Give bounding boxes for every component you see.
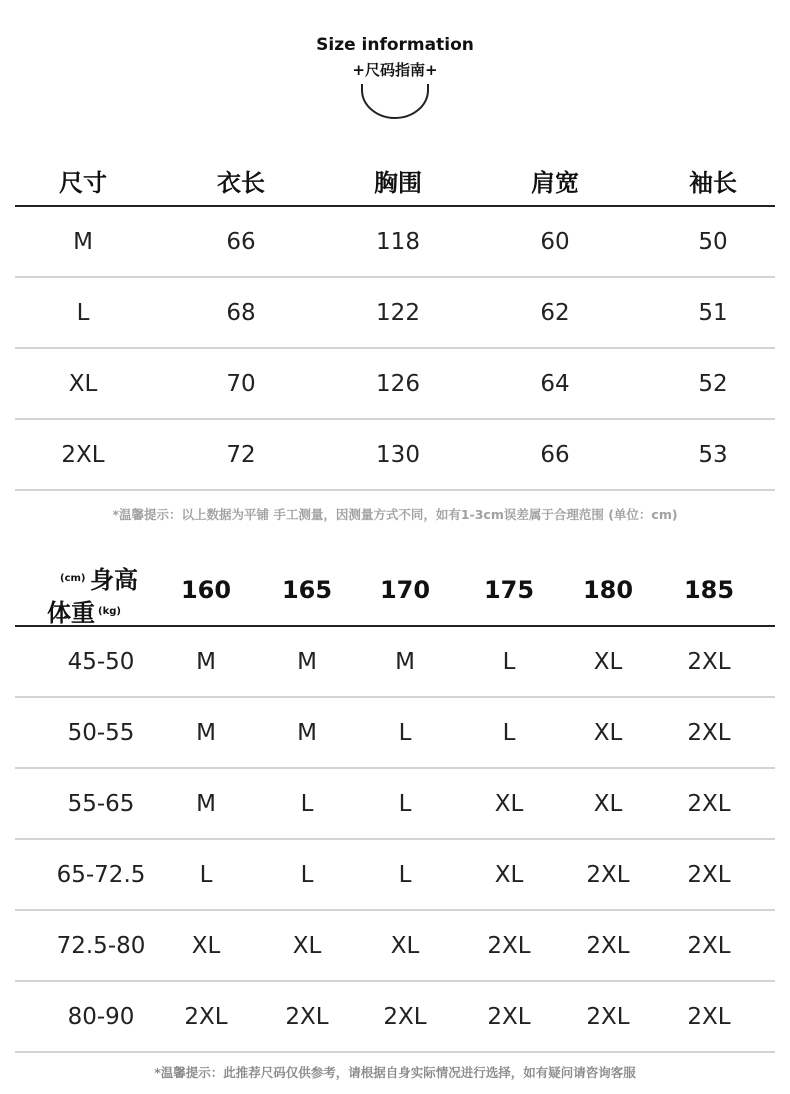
sleeve-cell: 52	[698, 370, 728, 397]
sleeve-cell: 50	[698, 228, 728, 255]
size-table-header	[15, 155, 775, 207]
recommendation-note: *温馨提示：此推荐尺码仅供参考，请根据自身实际情况进行选择，如有疑问请咨询客服	[154, 1065, 636, 1080]
size-cell: L	[502, 648, 516, 675]
weight-label: 体重	[47, 599, 95, 627]
weight-cell: 72.5-80	[56, 932, 146, 959]
height-header: 165	[281, 576, 333, 604]
recommendation-table	[15, 555, 775, 1053]
height-header: 170	[379, 576, 431, 604]
length-cell: 66	[226, 228, 256, 255]
size-cell: L	[398, 861, 412, 888]
size-cell: L	[300, 861, 314, 888]
size-cell: XL	[593, 648, 623, 675]
length-cell: 68	[226, 299, 256, 326]
size-cell: M	[73, 228, 93, 255]
size-cell: M	[297, 719, 317, 746]
header-length: 衣长	[217, 168, 265, 197]
height-header: 180	[582, 576, 634, 604]
shoulder-cell: 64	[540, 370, 570, 397]
size-cell: XL	[390, 932, 420, 959]
unit-cm: (cm)	[60, 573, 86, 584]
size-cell: 2XL	[687, 861, 731, 888]
size-cell: 2XL	[487, 1003, 531, 1030]
header-sleeve: 袖长	[689, 168, 737, 197]
size-cell: XL	[593, 719, 623, 746]
size-cell: XL	[494, 861, 524, 888]
size-cell: M	[297, 648, 317, 675]
size-cell: 2XL	[586, 1003, 630, 1030]
size-cell: 2XL	[285, 1003, 329, 1030]
size-cell: 2XL	[61, 441, 105, 468]
size-cell: M	[196, 719, 216, 746]
weight-cell: 80-90	[67, 1003, 135, 1030]
weight-cell: 45-50	[67, 648, 135, 675]
size-cell: 2XL	[487, 932, 531, 959]
height-header: 160	[180, 576, 232, 604]
size-cell: M	[395, 648, 415, 675]
size-cell: L	[300, 790, 314, 817]
size-cell: 2XL	[687, 1003, 731, 1030]
height-label: 身高	[90, 566, 138, 594]
size-cell: 2XL	[687, 719, 731, 746]
chest-cell: 126	[376, 370, 420, 397]
size-cell: XL	[68, 370, 98, 397]
size-cell: 2XL	[184, 1003, 228, 1030]
height-header: 185	[683, 576, 735, 604]
chest-cell: 118	[376, 228, 420, 255]
table-row	[15, 349, 775, 420]
header-chest: 胸围	[374, 168, 422, 197]
title-english: Size information	[316, 35, 474, 55]
header-shoulder: 肩宽	[531, 168, 579, 197]
sleeve-cell: 53	[698, 441, 728, 468]
shoulder-cell: 62	[540, 299, 570, 326]
table-row	[15, 420, 775, 491]
size-cell: 2XL	[687, 648, 731, 675]
length-cell: 70	[226, 370, 256, 397]
height-header: 175	[483, 576, 535, 604]
size-cell: XL	[292, 932, 322, 959]
size-cell: M	[196, 648, 216, 675]
size-cell: XL	[191, 932, 221, 959]
weight-cell: 65-72.5	[56, 861, 146, 888]
unit-kg: (kg)	[98, 606, 121, 617]
table-row	[15, 278, 775, 349]
table-row	[15, 627, 775, 698]
size-cell: L	[398, 719, 412, 746]
table-row	[15, 769, 775, 840]
size-cell: L	[76, 299, 90, 326]
shoulder-cell: 60	[540, 228, 570, 255]
title-chinese: +尺码指南+	[352, 61, 438, 79]
length-cell: 72	[226, 441, 256, 468]
size-table	[15, 155, 775, 491]
size-cell: L	[199, 861, 213, 888]
measurement-note: *温馨提示：以上数据为平铺 手工测量，因测量方式不同，如有1-3cm误差属于合理范围 (单位：cm)	[112, 507, 678, 522]
size-cell: XL	[593, 790, 623, 817]
sleeve-cell: 51	[698, 299, 728, 326]
table-row	[15, 840, 775, 911]
size-cell: 2XL	[586, 932, 630, 959]
recommendation-table-header	[15, 555, 775, 627]
size-cell: L	[502, 719, 516, 746]
size-cell: 2XL	[586, 861, 630, 888]
header-size: 尺寸	[59, 168, 107, 197]
size-cell: L	[398, 790, 412, 817]
header	[0, 0, 790, 130]
header-corner	[15, 555, 155, 625]
chest-cell: 122	[376, 299, 420, 326]
table-row	[15, 698, 775, 769]
size-cell: M	[196, 790, 216, 817]
chest-cell: 130	[376, 441, 420, 468]
size-cell: 2XL	[687, 790, 731, 817]
weight-cell: 55-65	[67, 790, 135, 817]
table-row	[15, 911, 775, 982]
weight-cell: 50-55	[67, 719, 135, 746]
size-cell: 2XL	[687, 932, 731, 959]
table-row	[15, 207, 775, 278]
size-cell: XL	[494, 790, 524, 817]
table-row	[15, 982, 775, 1053]
arc-decoration-icon	[358, 82, 432, 122]
size-cell: 2XL	[383, 1003, 427, 1030]
shoulder-cell: 66	[540, 441, 570, 468]
